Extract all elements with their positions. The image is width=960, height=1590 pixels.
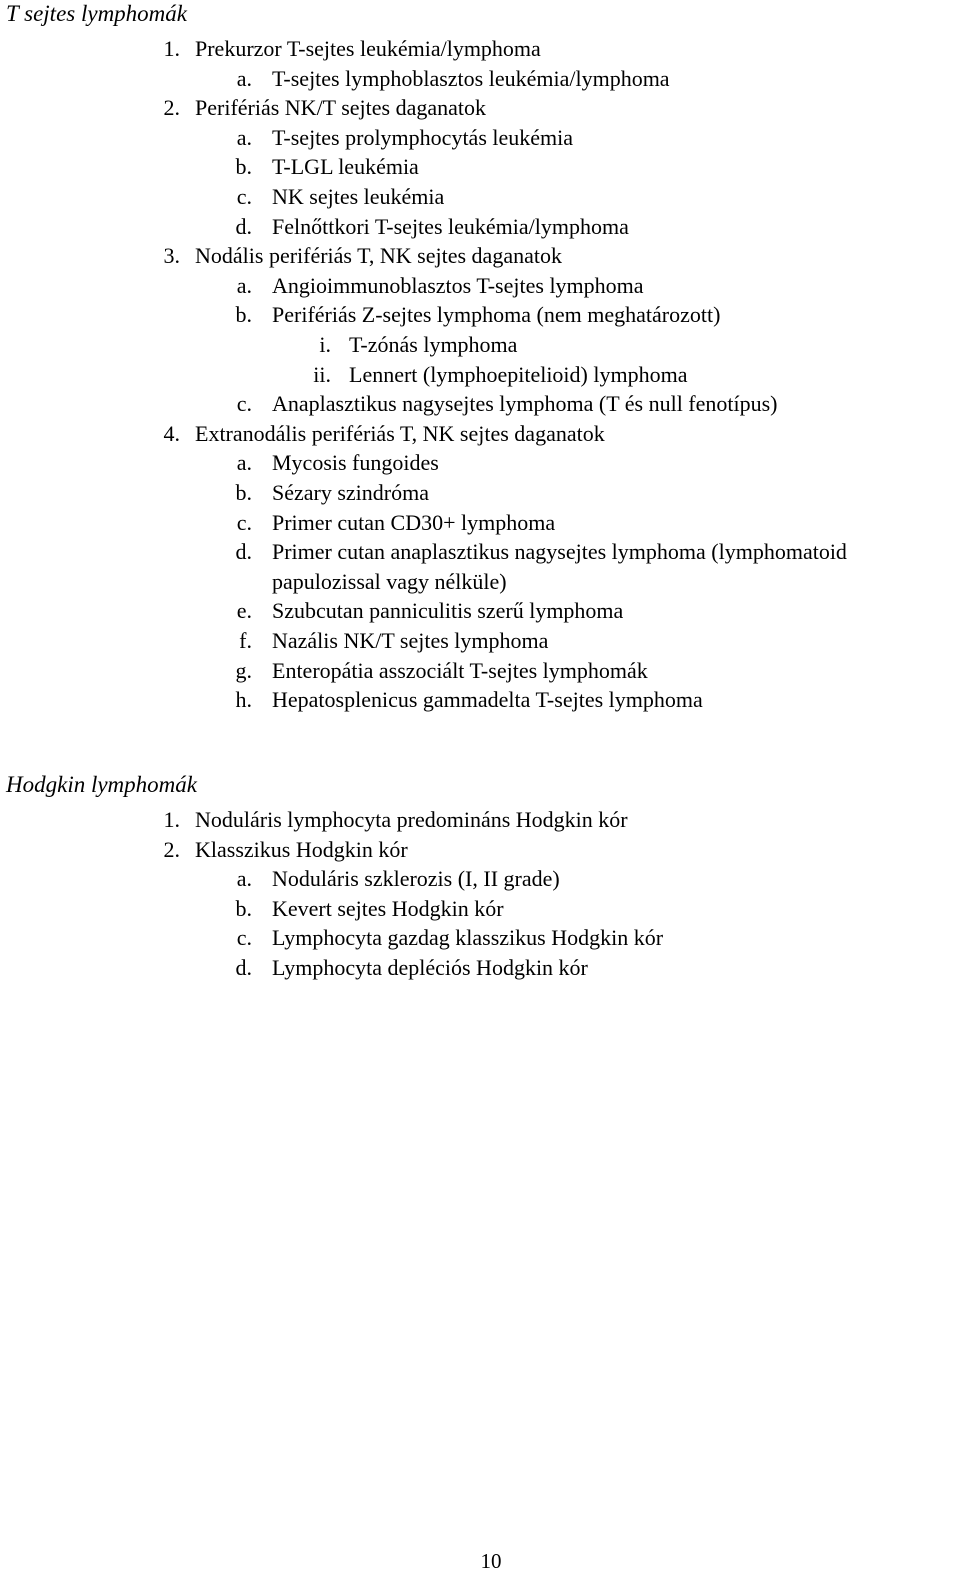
outline-marker: e.	[236, 598, 252, 624]
outline-item	[0, 479, 960, 507]
outline-text: Enteropátia asszociált T-sejtes lymphomák	[272, 657, 648, 683]
outline-marker: b.	[235, 154, 252, 180]
outline-text: Kevert sejtes Hodgkin kór	[272, 895, 504, 921]
outline-item	[0, 242, 960, 270]
outline-item	[0, 627, 960, 655]
outline-marker: a.	[236, 866, 252, 892]
outline-marker: d.	[235, 955, 252, 980]
outline-text: Lennert (lymphoepitelioid) lymphoma	[349, 361, 688, 387]
outline-item	[0, 954, 960, 982]
outline-item	[0, 301, 960, 329]
outline-marker: a.	[236, 124, 252, 150]
outline-marker: d.	[235, 213, 252, 239]
outline-marker: g.	[235, 657, 252, 683]
outline-marker: 2.	[163, 836, 180, 862]
outline-marker: 2.	[163, 95, 180, 121]
outline-item	[0, 538, 960, 566]
outline-item	[0, 65, 960, 93]
outline-text: Mycosis fungoides	[272, 450, 439, 476]
outline-text: Noduláris lymphocyta predomináns Hodgkin kór	[195, 807, 628, 832]
outline-text: Lymphocyta depléciós Hodgkin kór	[272, 955, 588, 980]
outline-item	[0, 836, 960, 864]
outline-item	[0, 895, 960, 923]
outline-marker: 1.	[163, 807, 180, 832]
outline-item	[0, 568, 960, 596]
outline-marker: c.	[236, 925, 252, 951]
outline-item	[0, 331, 960, 359]
outline-marker: b.	[235, 895, 252, 921]
outline-marker: c.	[236, 184, 252, 209]
outline-marker: d.	[235, 539, 252, 565]
outline-marker: 1.	[163, 36, 180, 61]
outline-item	[0, 153, 960, 181]
outline-text: Nazális NK/T sejtes lymphoma	[272, 628, 549, 653]
outline-text: Noduláris szklerozis (I, II grade)	[272, 866, 560, 892]
outline-marker: a.	[236, 272, 252, 298]
outline-item	[0, 449, 960, 477]
outline-marker: 3.	[163, 243, 180, 269]
section-heading: T sejtes lymphomák	[6, 1, 188, 26]
outline-text: Lymphocyta gazdag klasszikus Hodgkin kór	[272, 925, 664, 951]
outline-marker: i.	[319, 332, 331, 357]
outline-item	[0, 657, 960, 685]
outline-marker: 4.	[163, 420, 180, 446]
outline-item	[0, 686, 960, 714]
outline-item	[0, 35, 960, 63]
outline-marker: h.	[235, 687, 252, 713]
outline-text: Prekurzor T-sejtes leukémia/lymphoma	[195, 36, 541, 61]
outline-text: Anaplasztikus nagysejtes lymphoma (T és null fenotípus)	[272, 391, 778, 417]
outline-text: T-sejtes lymphoblasztos leukémia/lymphoma	[272, 65, 670, 91]
outline-text: NK sejtes leukémia	[272, 184, 445, 209]
outline-text: Klasszikus Hodgkin kór	[195, 836, 408, 862]
outline-text: T-LGL leukémia	[272, 154, 419, 180]
outline-marker: a.	[236, 450, 252, 476]
outline-text: Extranodális perifériás T, NK sejtes daganatok	[195, 420, 605, 446]
outline-item	[0, 865, 960, 893]
outline-text: Primer cutan anaplasztikus nagysejtes lymphoma (lymphomatoid	[272, 539, 847, 565]
outline-marker: ii.	[313, 361, 331, 387]
outline-text: papulozissal vagy nélküle)	[272, 568, 507, 594]
outline-text: Perifériás Z-sejtes lymphoma (nem meghatározott)	[272, 302, 721, 328]
outline-marker: f.	[239, 628, 252, 653]
outline-marker: c.	[236, 509, 252, 535]
outline-text: Szubcutan panniculitis szerű lymphoma	[272, 598, 624, 624]
outline-text: Perifériás NK/T sejtes daganatok	[195, 95, 487, 121]
outline-item	[0, 94, 960, 122]
outline-text: Sézary szindróma	[272, 480, 429, 505]
outline-text: T-sejtes prolymphocytás leukémia	[272, 124, 574, 150]
outline-item	[0, 124, 960, 152]
outline-marker: b.	[235, 480, 252, 505]
outline-item	[0, 272, 960, 300]
page-number: 10	[480, 1549, 502, 1573]
outline-item	[0, 806, 960, 834]
outline-marker: b.	[235, 302, 252, 328]
outline-marker: c.	[236, 391, 252, 417]
outline-item	[0, 361, 960, 389]
outline-text: Hepatosplenicus gammadelta T-sejtes lymphoma	[272, 687, 703, 713]
outline-marker: a.	[236, 65, 252, 91]
outline-item	[0, 390, 960, 418]
outline-item	[0, 597, 960, 625]
outline-item	[0, 924, 960, 952]
outline-text: Angioimmunoblasztos T-sejtes lymphoma	[272, 272, 644, 298]
outline-text: Primer cutan CD30+ lymphoma	[272, 509, 556, 535]
outline-text: T-zónás lymphoma	[349, 332, 518, 357]
outline-text: Felnőttkori T-sejtes leukémia/lymphoma	[272, 213, 629, 239]
section-heading: Hodgkin lymphomák	[6, 772, 197, 797]
outline-text: Nodális perifériás T, NK sejtes daganatok	[195, 243, 562, 269]
outline-item	[0, 183, 960, 211]
outline-item	[0, 213, 960, 241]
outline-item	[0, 509, 960, 537]
outline-item	[0, 420, 960, 448]
